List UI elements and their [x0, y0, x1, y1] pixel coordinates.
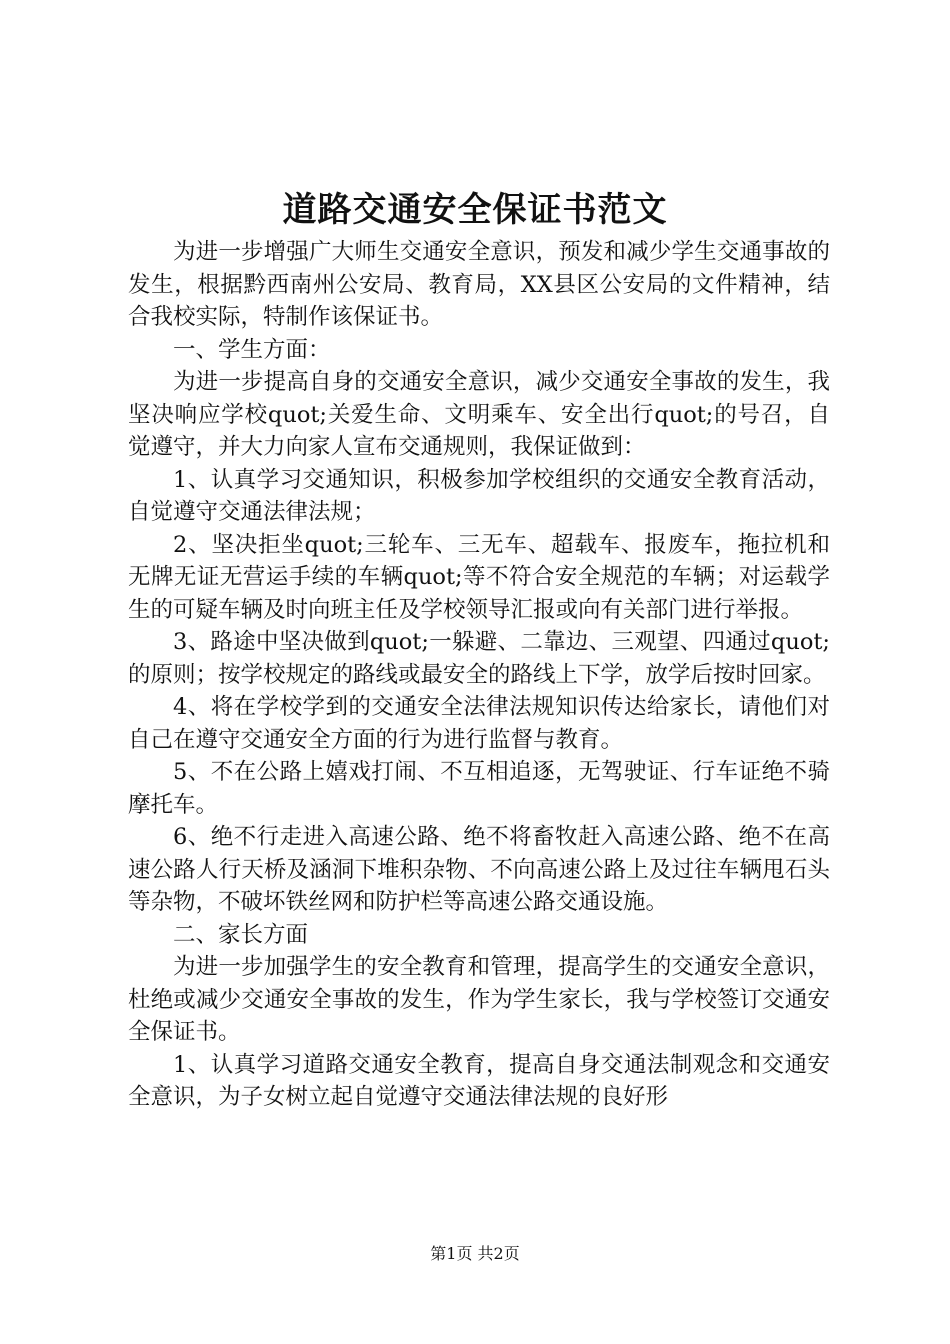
list-item: 3、路途中坚决做到quot;一躲避、二靠边、三观望、四通过quot;的原则；按学校规定的路线或最安全的路线上下学，放学后按时回家。 [128, 629, 830, 688]
section-heading-parents: 二、家长方面 [173, 921, 309, 948]
page-number-footer: 第1页 共2页 [430, 1244, 520, 1263]
document-body [128, 236, 830, 1114]
list-item: 1、认真学习交通知识，积极参加学校组织的交通安全教育活动，自觉遵守交通法律法规； [128, 466, 830, 525]
intro-paragraph: 为进一步增强广大师生交通安全意识，预发和减少学生交通事故的发生，根据黔西南州公安局、教育局，XX县区公安局的文件精神，结合我校实际，特制作该保证书。 [128, 239, 830, 330]
list-item: 5、不在公路上嬉戏打闹、不互相追逐，无驾驶证、行车证绝不骑摩托车。 [128, 759, 830, 818]
document-title: 道路交通安全保证书范文 [282, 190, 668, 230]
list-item: 1、认真学习道路交通安全教育，提高自身交通法制观念和交通安全意识，为子女树立起自觉遵守交通法律法规的良好形 [128, 1051, 830, 1110]
section-heading-students: 一、学生方面： [173, 336, 331, 363]
list-item: 6、绝不行走进入高速公路、绝不将畜牧赶入高速公路、绝不在高速公路人行天桥及涵洞下堆积杂物、不向高速公路上及过往车辆甩石头等杂物，不破坏铁丝网和防护栏等高速公路交通设施。 [128, 824, 830, 915]
section-intro-parents: 为进一步加强学生的安全教育和管理，提高学生的交通安全意识，杜绝或减少交通安全事故的发生，作为学生家长，我与学校签订交通安全保证书。 [128, 954, 830, 1045]
section-intro-students: 为进一步提高自身的交通安全意识，减少交通安全事故的发生，我坚决响应学校quot;关爱生命、文明乘车、安全出行quot;的号召，自觉遵守，并大力向家人宣布交通规则，我保证做到： [128, 369, 830, 460]
list-item: 4、将在学校学到的交通安全法律法规知识传达给家长，请他们对自己在遵守交通安全方面的行为进行监督与教育。 [128, 694, 830, 753]
list-item: 2、坚决拒坐quot;三轮车、三无车、超载车、报废车，拖拉机和无牌无证无营运手续的车辆quot;等不符合安全规范的车辆；对运载学生的可疑车辆及时向班主任及学校领导汇报或向有关部门进行举报。 [128, 531, 830, 623]
